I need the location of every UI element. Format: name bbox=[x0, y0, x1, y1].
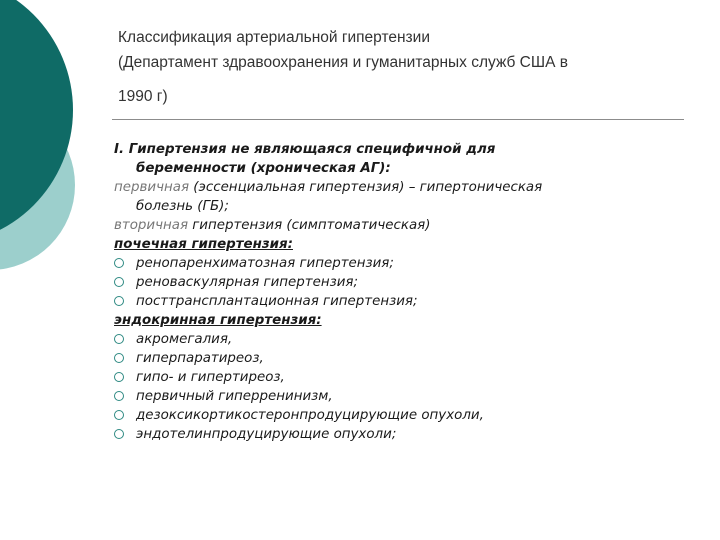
primary-description: (эссенциальная гипертензия) – гипертоническая bbox=[189, 180, 543, 195]
list-item bbox=[114, 349, 714, 368]
list-item-text: ренопаренхиматозная гипертензия; bbox=[136, 256, 394, 271]
list-item bbox=[114, 254, 714, 273]
primary-hypertension-item bbox=[114, 178, 714, 216]
circle-bullet-icon bbox=[114, 429, 124, 439]
list-item bbox=[114, 292, 714, 311]
list-item-text: эндотелинпродуцирующие опухоли; bbox=[136, 427, 397, 442]
list-item bbox=[114, 387, 714, 406]
slide-title bbox=[118, 28, 698, 107]
list-item-text: первичный гиперренинизм, bbox=[136, 389, 333, 404]
title-divider bbox=[112, 119, 684, 120]
primary-term: первичная bbox=[114, 180, 190, 195]
circle-bullet-icon bbox=[114, 391, 124, 401]
decorative-circles bbox=[0, 0, 130, 300]
list-item-text: реноваскулярная гипертензия; bbox=[136, 275, 358, 290]
primary-description-cont: болезнь (ГБ); bbox=[136, 199, 229, 214]
renal-heading: почечная гипертензия: bbox=[114, 237, 293, 252]
list-item bbox=[114, 425, 714, 444]
circle-bullet-icon bbox=[114, 277, 124, 287]
list-item-text: гипо- и гипертиреоз, bbox=[136, 370, 285, 385]
list-item bbox=[114, 406, 714, 425]
secondary-description: гипертензия (симптоматическая) bbox=[188, 218, 431, 233]
list-item bbox=[114, 330, 714, 349]
endocrine-heading: эндокринная гипертензия: bbox=[114, 313, 322, 328]
title-line-1: Классификация артериальной гипертензии bbox=[118, 29, 430, 46]
circle-bullet-icon bbox=[114, 334, 124, 344]
section-heading-chronic bbox=[114, 140, 714, 178]
list-item-text: акромегалия, bbox=[136, 332, 233, 347]
circle-bullet-icon bbox=[114, 410, 124, 420]
secondary-hypertension-item bbox=[114, 216, 714, 235]
list-item-text: дезоксикортикостеронпродуцирующие опухоли, bbox=[136, 408, 484, 423]
circle-bullet-icon bbox=[114, 353, 124, 363]
title-line-3: 1990 г) bbox=[118, 88, 168, 105]
circle-bullet-icon bbox=[114, 372, 124, 382]
circle-bullet-icon bbox=[114, 296, 124, 306]
list-item-text: посттрансплантационная гипертензия; bbox=[136, 294, 418, 309]
title-line-2: (Департамент здравоохранения и гуманитарных служб США в bbox=[118, 54, 568, 71]
circle-bullet-icon bbox=[114, 258, 124, 268]
classification-body bbox=[114, 140, 714, 444]
secondary-term: вторичная bbox=[114, 218, 189, 233]
list-item bbox=[114, 273, 714, 292]
section-heading-line-1: I. Гипертензия не являющаяся специфичной для bbox=[114, 142, 496, 157]
list-item bbox=[114, 368, 714, 387]
list-item-text: гиперпаратиреоз, bbox=[136, 351, 264, 366]
section-heading-line-2: беременности (хроническая АГ): bbox=[136, 161, 391, 176]
